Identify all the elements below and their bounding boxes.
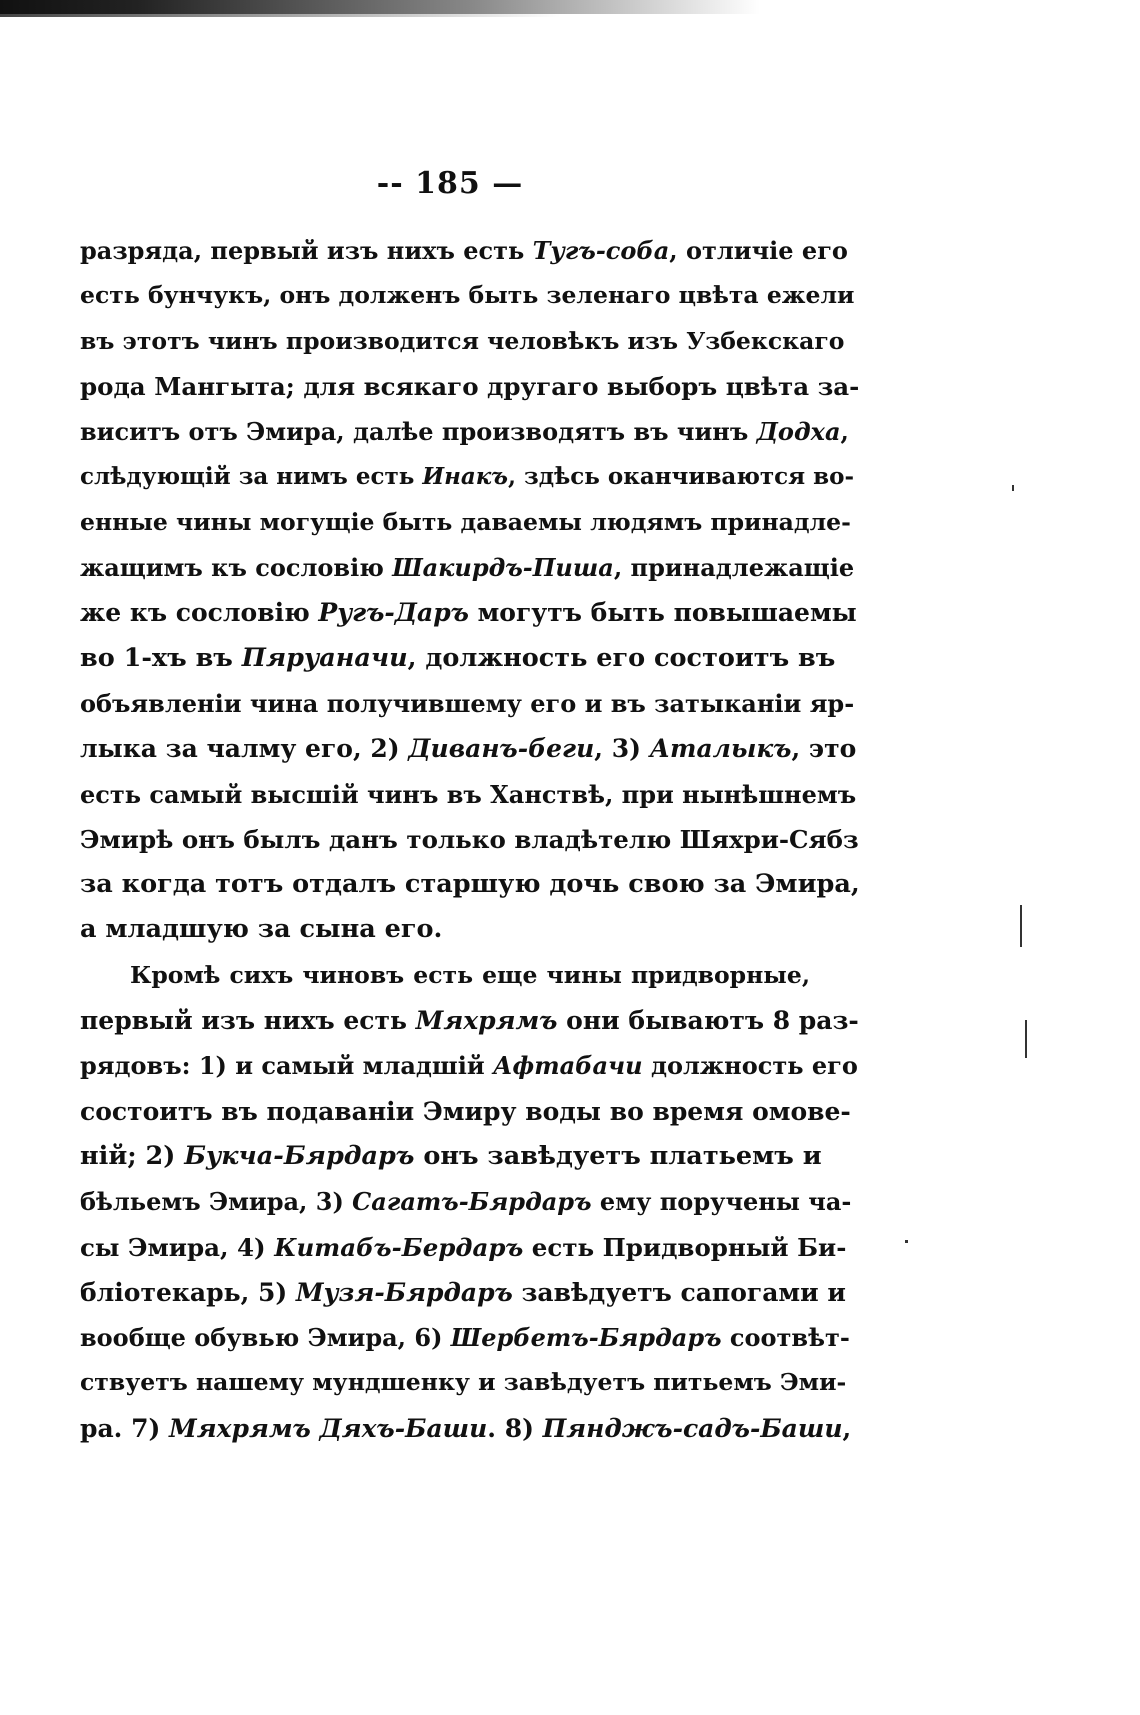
text-line [80,1270,846,1315]
text-line [80,409,849,454]
text-run: же къ сословію [80,598,319,628]
text-run: енные чины могущіе быть даваемы людямъ принадле- [80,507,851,536]
text-run: завѣдуетъ сапогами и [512,1277,846,1307]
text-run: за когда тотъ отдалъ старшую дочь свою за Эмира, [80,869,860,900]
italic-term: Тугъ-соба [532,236,670,265]
text-line [80,817,859,862]
text-line [80,772,857,817]
text-run: во 1-хъ въ [80,642,242,673]
italic-term: Пянджъ-садъ-Баши [542,1413,843,1443]
text-run: , 3) [594,734,650,764]
text-line [80,1360,847,1405]
italic-term: Букча-Бярдаръ [184,1140,415,1171]
text-run: соотвѣт- [721,1323,850,1353]
scan-edge-artifact [0,0,760,14]
text-line [80,953,810,998]
text-line [80,228,848,273]
text-run: могутъ быть повышаемы [468,598,857,628]
text-run: разряда, первый изъ нихъ есть [80,236,533,265]
text-line [80,862,860,907]
italic-term: Шакирдъ-Пиша [392,553,614,583]
text-line [80,636,836,681]
text-run: они бываютъ 8 раз- [557,1006,859,1036]
italic-term: Пяруаначи [241,642,408,673]
scan-speck [1020,905,1022,947]
text-run: виситъ отъ Эмира, далѣе производятъ въ чинъ [80,417,757,447]
text-run: , отличіе его [669,236,848,265]
text-run: слѣдующій за нимъ есть [80,463,423,491]
text-line [80,545,855,590]
text-run: рядовъ: 1) и самый младшій [80,1051,493,1081]
text-run: есть самый высшій чинъ въ Ханствѣ, при нынѣшнемъ [80,779,857,809]
text-line [80,364,860,409]
text-run: онъ завѣдуетъ платьемъ и [414,1140,822,1171]
text-run: , принадлежащіе [613,553,855,583]
text-run: , здѣсь оканчиваются во- [508,463,855,491]
italic-term: Аталыкъ [649,734,792,764]
text-run: , это [791,734,857,764]
text-line [80,1225,847,1270]
italic-term: Китабъ-Бердаръ [274,1232,524,1262]
scan-speck [905,1240,908,1243]
italic-term: Диванъ-беги [408,734,595,764]
text-run: бѣльемъ Эмира, 3) [80,1187,353,1217]
text-run: состоитъ въ подаваніи Эмиру воды во время омове- [80,1096,851,1126]
text-run: . 8) [487,1413,543,1443]
text-line [80,1043,858,1088]
page-number: -- 185 — [376,166,524,201]
italic-term: Афтабачи [493,1051,643,1081]
text-line [80,454,855,499]
text-line [80,907,810,952]
text-line [80,726,857,771]
text-run: ра. 7) [80,1413,170,1443]
text-run: есть Придворный Би- [523,1232,847,1262]
italic-term: Сагатъ-Бярдаръ [352,1187,592,1217]
page-body [80,228,860,1451]
text-run: сы Эмира, 4) [80,1232,275,1262]
text-run: ствуетъ нашему мундшенку и завѣдуетъ питьемъ Эми- [80,1368,847,1397]
text-run: Кромѣ сихъ чиновъ есть еще чины придворные, [130,960,810,989]
text-run: вообще обувью Эмира, 6) [80,1323,451,1353]
text-run: рода Мангыта; для всякаго другаго выборъ цвѣта за- [80,371,860,401]
text-run: объявленіи чина получившему его и въ затыканіи яр- [80,688,855,718]
text-run: , [840,417,849,447]
text-run: а младшую за сына его. [80,914,443,945]
text-line [80,1089,851,1134]
text-run: первый изъ нихъ есть [80,1006,416,1036]
text-line [80,1179,852,1224]
text-run: , должность его состоитъ въ [407,642,836,673]
text-run: ему поручены ча- [591,1187,852,1217]
text-run: бліотекарь, 5) [80,1277,296,1307]
text-run: жащимъ къ сословію [80,553,393,583]
italic-term: Додха [756,417,841,447]
text-line [80,1315,850,1360]
text-line [80,681,855,726]
text-run: должность его [642,1051,858,1081]
text-run: ній; 2) [80,1140,185,1171]
italic-term: Мяхрямъ [415,1006,558,1036]
scan-speck [1025,1020,1027,1058]
italic-term: Музя-Бярдаръ [295,1277,513,1307]
text-line [80,500,851,545]
scan-speck [1012,485,1014,491]
text-line [80,590,857,635]
text-line [80,1406,852,1451]
text-line [80,273,855,318]
italic-term: Шербетъ-Бярдаръ [450,1323,722,1353]
text-line [80,319,845,364]
italic-term: Инакъ [422,463,509,491]
text-line [80,1134,822,1179]
text-run: , [842,1413,852,1443]
italic-term: Мяхрямъ Дяхъ-Баши [169,1413,488,1443]
italic-term: Ругъ-Даръ [318,598,469,628]
text-run: Эмирѣ онъ былъ данъ только владѣтелю Шяхри-Сябз [80,824,859,854]
text-run: въ этотъ чинъ производится человѣкъ изъ Узбекскаго [80,326,845,355]
text-run: есть бунчукъ, онъ долженъ быть зеленаго цвѣта ежели [80,281,855,310]
text-line [80,998,859,1043]
text-run: лыка за чалму его, 2) [80,734,409,764]
